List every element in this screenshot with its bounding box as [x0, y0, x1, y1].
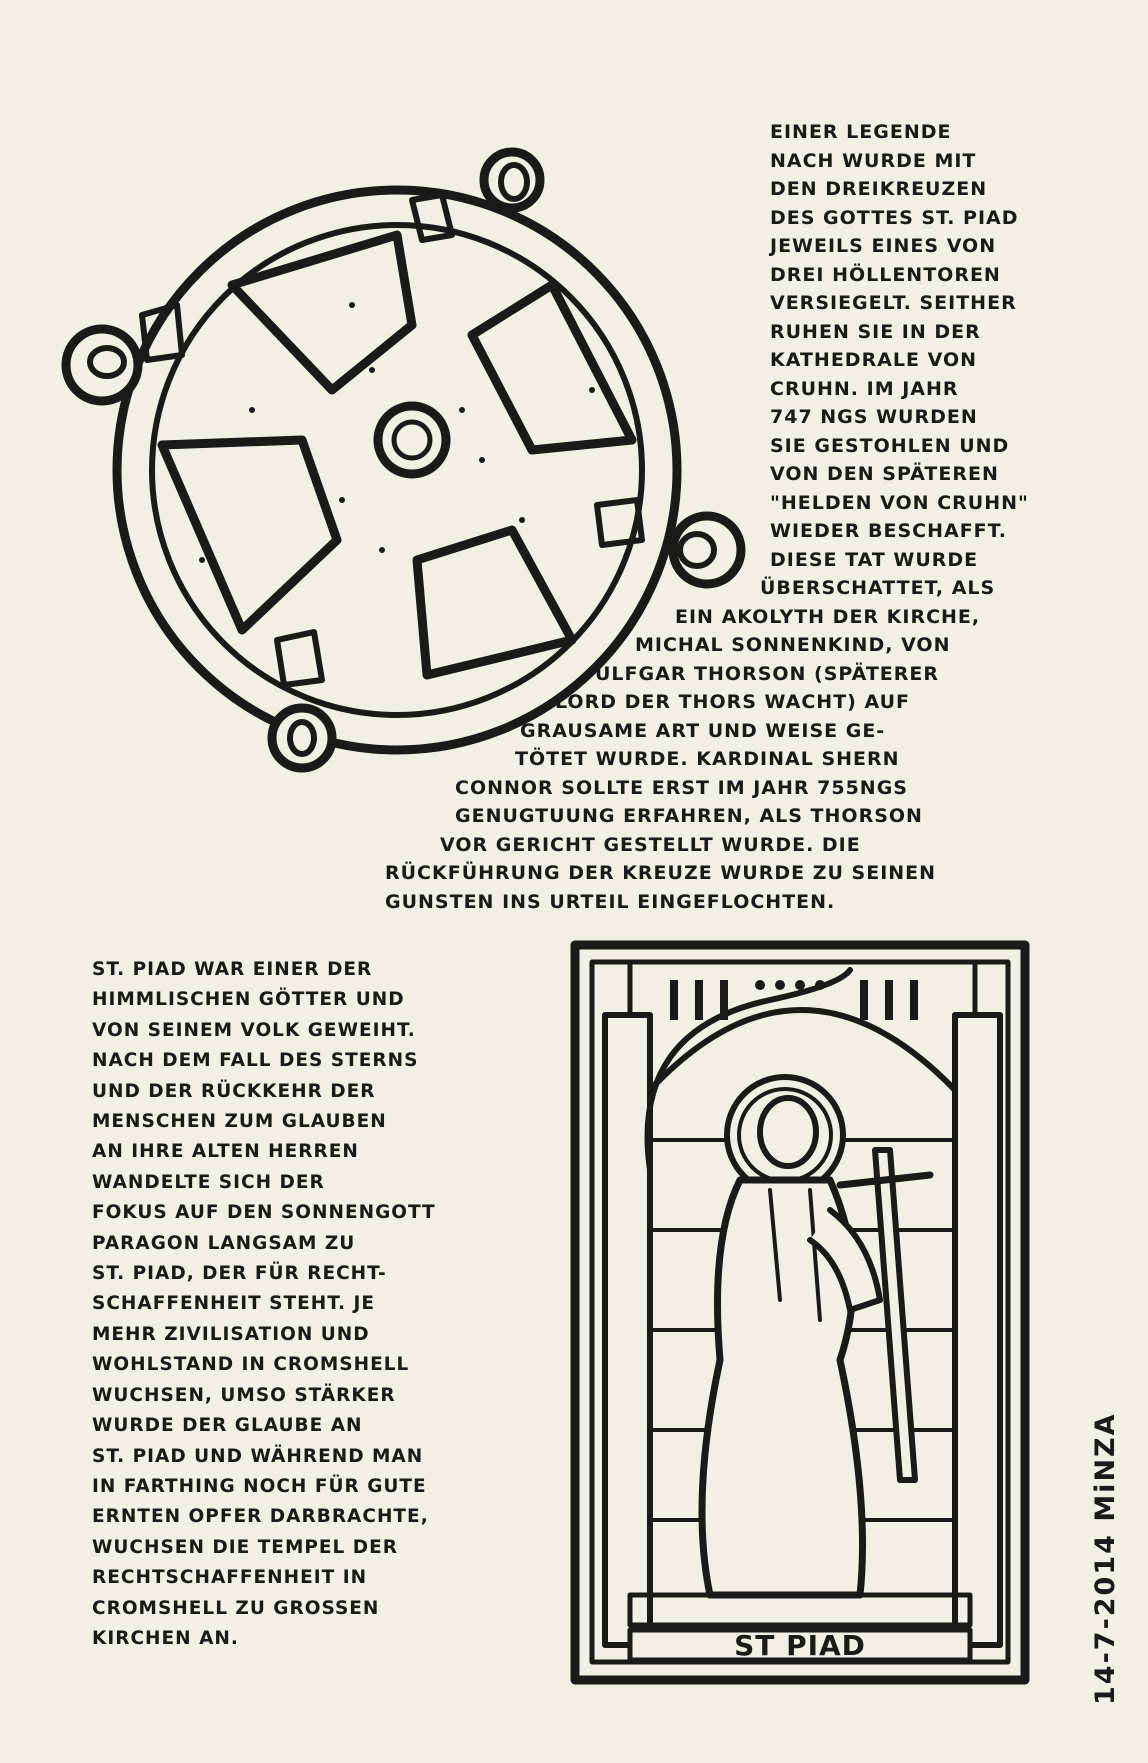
legend-text-line: CONNOR SOLLTE ERST IM JAHR 755NGS [455, 776, 908, 799]
legend-text-line: SIE GESTOHLEN UND [770, 434, 1010, 457]
legend-text-line: NACH WURDE MIT [770, 149, 977, 172]
piad-text-line: FOKUS AUF DEN SONNENGOTT [92, 1202, 436, 1224]
piad-text-line: KIRCHEN AN. [92, 1627, 239, 1649]
piad-text-line: ERNTEN OPFER DARBRACHTE, [92, 1506, 429, 1528]
legend-text-line: RÜCKFÜHRUNG DER KREUZE WURDE ZU SEINEN [385, 862, 937, 884]
legend-text-line: ÜBERSCHATTET, ALS [760, 577, 996, 599]
piad-text-line: ST. PIAD UND WÄHREND MAN [92, 1445, 424, 1467]
piad-text-line: WOHLSTAND IN CROMSHELL [92, 1354, 410, 1376]
piad-text-line: VON SEINEM VOLK GEWEIHT. [92, 1019, 416, 1041]
window-label: ST PIAD [734, 1629, 866, 1662]
legend-text-block [385, 118, 1148, 916]
legend-text-line: LORD DER THORS WACHT) AUF [555, 691, 910, 713]
legend-text-line: GRAUSAME ART UND WEISE GE- [520, 719, 886, 742]
piad-text-line: UND DER RÜCKKEHR DER [92, 1080, 376, 1102]
legend-text-line: JEWEILS EINES VON [770, 235, 997, 257]
legend-text-line: DIESE TAT WURDE [770, 548, 979, 571]
legend-text-line: VERSIEGELT. SEITHER [770, 292, 1017, 314]
artist-signature: 14-7-2014 MiNZA [1090, 1412, 1121, 1705]
piad-text-line: WURDE DER GLAUBE AN [92, 1415, 363, 1437]
legend-text-line: WIEDER BESCHAFFT. [770, 520, 1007, 542]
piad-text-line: WUCHSEN DIE TEMPEL DER [92, 1536, 399, 1558]
legend-text-line: VOR GERICHT GESTELLT WURDE. DIE [440, 833, 861, 856]
piad-text-line: AN IHRE ALTEN HERREN [92, 1141, 359, 1163]
legend-text-line: RUHEN SIE IN DER [770, 320, 981, 343]
piad-text-line: ST. PIAD, DER FÜR RECHT- [92, 1263, 387, 1285]
legend-text-line: DREI HÖLLENTOREN [770, 263, 1001, 286]
legend-text-line: EIN AKOLYTH DER KIRCHE, [675, 605, 981, 628]
piad-text-line: WANDELTE SICH DER [92, 1171, 325, 1193]
legend-text-line: CRUHN. IM JAHR [770, 377, 959, 400]
legend-text-line: 747 NGS WURDEN [770, 406, 978, 428]
legend-text-line: ULFGAR THORSON (SPÄTERER [595, 662, 940, 685]
legend-text-line: GUNSTEN INS URTEIL EINGEFLOCHTEN. [385, 890, 836, 913]
piad-text-line: HIMMLISCHEN GÖTTER UND [92, 989, 405, 1011]
piad-text-line: SCHAFFENHEIT STEHT. JE [92, 1293, 376, 1315]
piad-text-line: NACH DEM FALL DES STERNS [92, 1050, 419, 1072]
legend-text-line: KATHEDRALE VON [770, 349, 978, 371]
legend-text-line: DEN DREIKREUZEN [770, 178, 988, 200]
piad-text-line: PARAGON LANGSAM ZU [92, 1232, 356, 1254]
piad-text-line: MEHR ZIVILISATION UND [92, 1323, 370, 1345]
piad-text-line: RECHTSCHAFFENHEIT IN [92, 1567, 368, 1589]
piad-text-line: CROMSHELL ZU GROSSEN [92, 1597, 380, 1619]
piad-text-line: MENSCHEN ZUM GLAUBEN [92, 1111, 387, 1133]
legend-text-line: EINER LEGENDE [770, 121, 952, 143]
legend-text-line: DES GOTTES ST. PIAD [770, 206, 1019, 229]
legend-text-line: "HELDEN VON CRUHN" [770, 491, 1029, 514]
legend-text-line: VON DEN SPÄTEREN [770, 463, 999, 485]
legend-text-line: TÖTET WURDE. KARDINAL SHERN [515, 748, 900, 770]
st-piad-text-block [92, 955, 436, 1654]
st-piad-window-illustration [570, 940, 1030, 1685]
legend-text-line: MICHAL SONNENKIND, VON [635, 634, 951, 656]
piad-text-line: ST. PIAD WAR EINER DER [92, 959, 373, 980]
piad-text-line: IN FARTHING NOCH FÜR GUTE [92, 1475, 427, 1497]
legend-text-line: GENUGTUUNG ERFAHREN, ALS THORSON [455, 805, 923, 827]
piad-text-line: WUCHSEN, UMSO STÄRKER [92, 1384, 396, 1406]
